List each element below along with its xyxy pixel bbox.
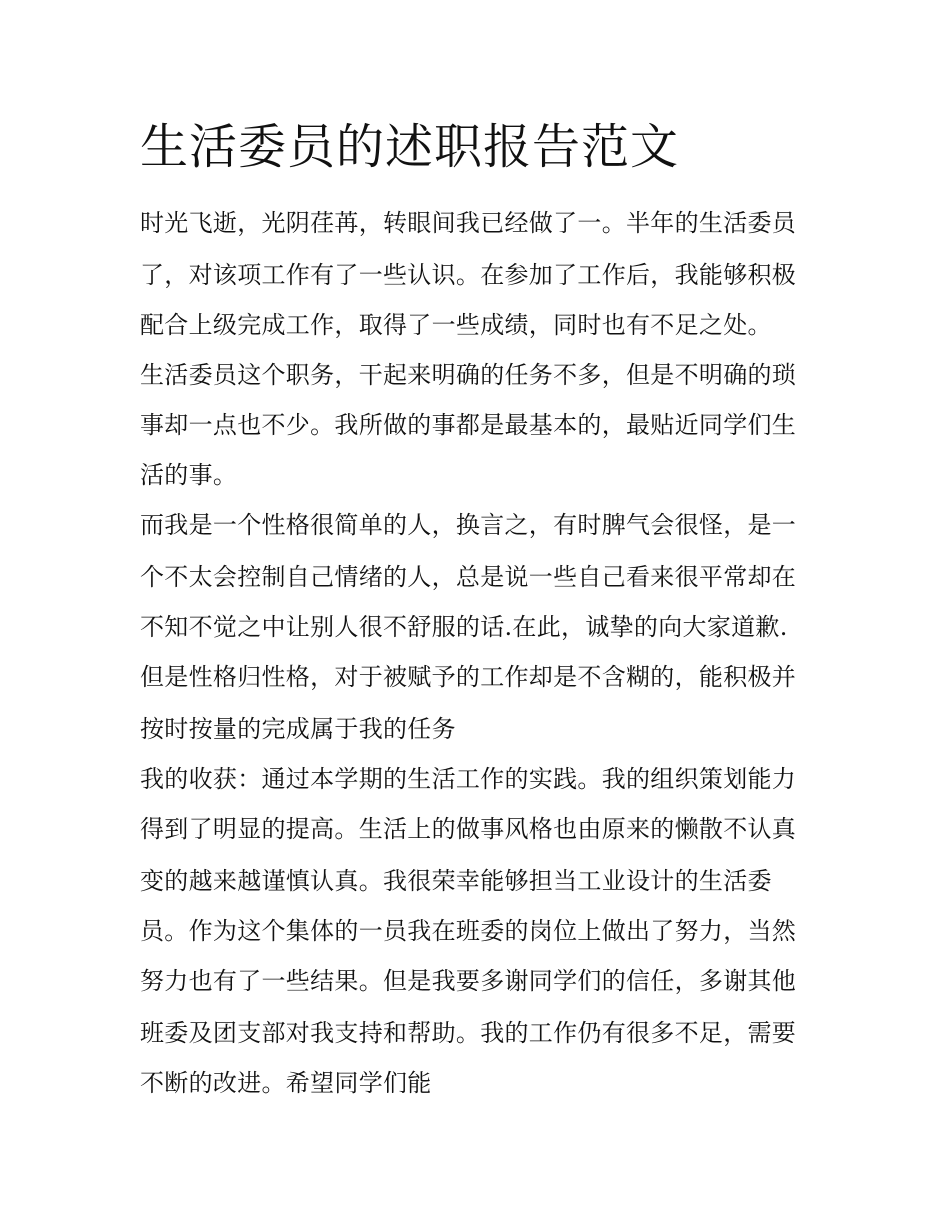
body-line: 班委及团支部对我支持和帮助。我的工作仍有很多不足，需要: [140, 1019, 797, 1047]
body-line: 但是性格归性格，对于被赋予的工作却是不含糊的，能积极并: [140, 663, 797, 691]
body-line: 努力也有了一些结果。但是我要多谢同学们的信任，多谢其他: [140, 967, 797, 995]
body-line: 配合上级完成工作，取得了一些成绩，同时也有不足之处。: [140, 311, 772, 339]
body-line: 事却一点也不少。我所做的事都是最基本的，最贴近同学们生: [140, 411, 797, 439]
body-line: 活的事。: [140, 461, 238, 489]
body-line: 得到了明显的提高。生活上的做事风格也由原来的懒散不认真: [140, 815, 797, 843]
body-line: 而我是一个性格很简单的人，换言之，有时脾气会很怪，是一: [140, 511, 797, 539]
body-line: 了，对该项工作有了一些认识。在参加了工作后，我能够积极: [140, 261, 797, 289]
body-line: 我的收获：通过本学期的生活工作的实践。我的组织策划能力: [140, 765, 797, 793]
body-line: 不知不觉之中让别人很不舒服的话.在此，诚挚的向大家道歉.: [140, 613, 788, 641]
body-line: 变的越来越谨慎认真。我很荣幸能够担当工业设计的生活委: [140, 867, 772, 895]
document-title: 生活委员的述职报告范文: [140, 119, 680, 175]
body-line: 不断的改进。希望同学们能: [140, 1069, 432, 1097]
body-line: 时光飞逝，光阴荏苒，转眼间我已经做了一。半年的生活委员: [140, 209, 797, 237]
body-line: 个不太会控制自己情绪的人，总是说一些自己看来很平常却在: [140, 563, 797, 591]
body-line: 员。作为这个集体的一员我在班委的岗位上做出了努力，当然: [140, 917, 797, 945]
body-line: 按时按量的完成属于我的任务: [140, 715, 456, 743]
body-line: 生活委员这个职务，干起来明确的任务不多，但是不明确的琐: [140, 361, 797, 389]
